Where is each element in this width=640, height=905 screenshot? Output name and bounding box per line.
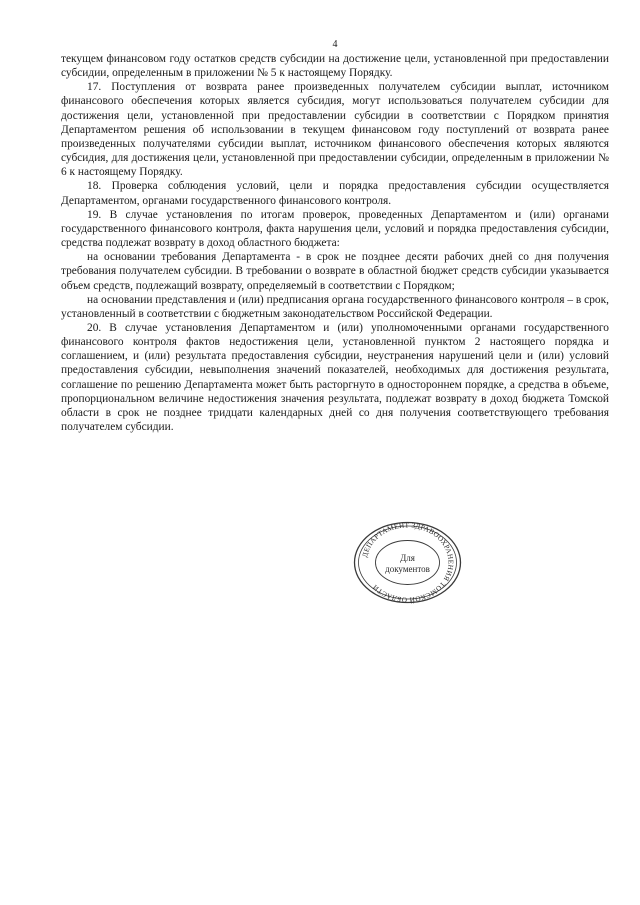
stamp-line-1: Для	[400, 553, 415, 563]
department-stamp	[350, 520, 465, 605]
document-body	[61, 52, 609, 434]
paragraph-20: 20. В случае установления Департаментом и (или) уполномоченными органами государственного финансового контроля фактов недостижения цели, установленной пунктом 2 настоящего порядка и соглашением, и (или) результата предоставления субсидии, неустранения нарушений цели и (или) условий предоставления субсидии, невыполнения значений показателей, необходимых для достижения результата, соглашение по решению Департамента может быть расторгнуто в одностороннем порядке, а средства в объеме, пропорциональном величине недостижения значения результата, подлежат возврату в доход бюджета Томской области в срок не позднее тридцати календарных дней со дня получения соответствующего требования получателем субсидии.	[61, 321, 609, 434]
stamp-line-2: документов	[385, 564, 430, 574]
paragraph-18: 18. Проверка соблюдения условий, цели и порядка предоставления субсидии осуществляется Департаментом, органами государственного финансового контроля.	[61, 180, 609, 207]
page-number: 4	[332, 39, 338, 50]
paragraph-19: 19. В случае установления по итогам проверок, проведенных Департаментом и (или) органами государственного финансового контроля, факта нарушения цели, условий и порядка предоставления субсидии, средства подлежат возврату в доход областного бюджета:	[61, 208, 609, 250]
paragraph-19-item-2: на основании представления и (или) предписания органа государственного финансового контроля – в срок, установленный в соответствии с бюджетным законодательством Российской Федерации.	[61, 293, 609, 320]
stamp-outer-text: ДЕПАРТАМЕНТ ЗДРАВООХРАНЕНИЯ ТОМСКОЙ ОБЛАСТИ	[360, 521, 455, 604]
paragraph-continuation: текущем финансовом году остатков средств субсидии на достижение цели, установленной при предоставлении субсидии, определенным в приложении № 5 к настоящему Порядку.	[61, 53, 609, 80]
paragraph-19-item-1: на основании требования Департамента - в срок не позднее десяти рабочих дней со дня получения требования получателем субсидии. В требовании о возврате в областной бюджет средств субсидии указывается объем средств, подлежащий возврату, определяемый в соответствии с Порядком;	[61, 251, 609, 292]
paragraph-17: 17. Поступления от возврата ранее произведенных получателем субсидии выплат, источником финансового обеспечения которых является субсидия, могут использоваться получателем субсидии для достижения цели, установленной при предоставлении субсидии в соответствии с Порядком принятия Департаментом решения об использовании в текущем финансовом году поступлений от возврата ранее произведенных получателями субсидии выплат, источником финансового обеспечения которых являются субсидия, для достижения цели, установленной при предоставлении субсидии, определенным в приложении № 6 к настоящему Порядку.	[61, 81, 609, 179]
